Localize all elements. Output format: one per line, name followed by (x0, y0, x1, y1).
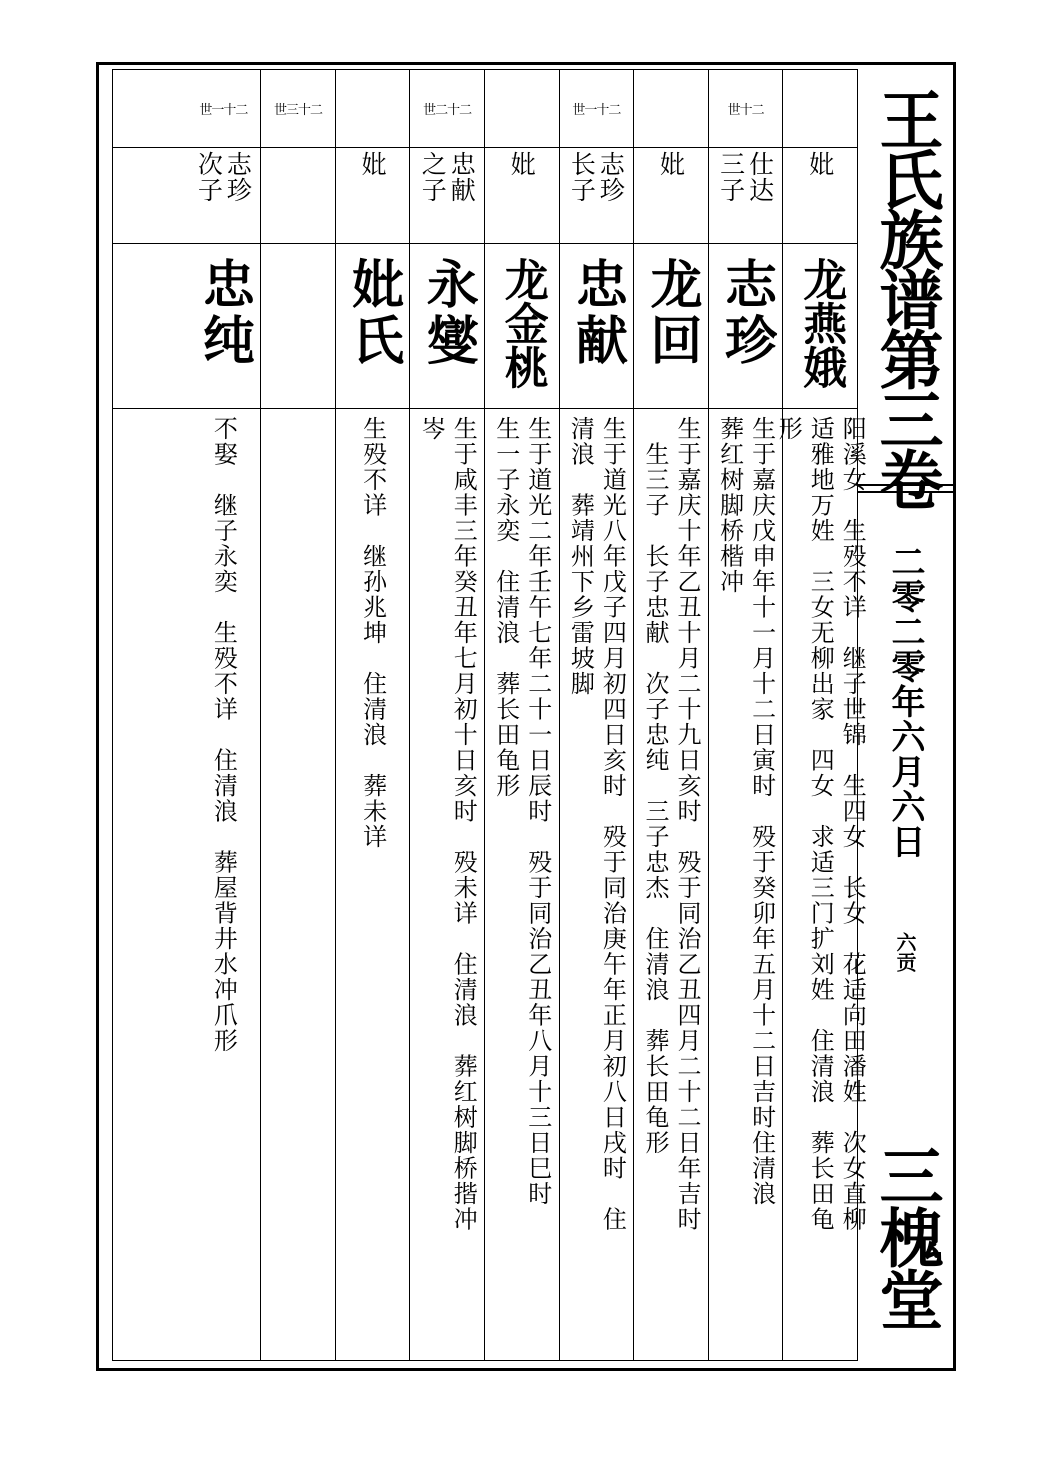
biography-line: 生于道光二年壬午七年二十一日辰时 殁于同治乙丑年八月十三日巳时 (523, 416, 552, 1207)
person-column (709, 69, 784, 1361)
generation-label (485, 69, 559, 147)
biography-line: 岑 (417, 416, 446, 442)
biography-line: 生于嘉庆戊申年十一月十二日寅时 殁于癸卯年五月十二日吉时住清浪 (747, 416, 776, 1207)
relation-text: 妣 (358, 151, 388, 177)
person-name: 志珍 (715, 257, 777, 369)
relation-text: 妣 (656, 151, 686, 177)
biography-line: 形 (774, 416, 803, 442)
biography-cell (634, 416, 708, 1346)
title-divider (858, 491, 953, 493)
biography-line: 生于嘉庆十年乙丑十月二十九日亥时 殁于同治乙丑四月二十二日年吉时 (672, 416, 701, 1232)
person-column (261, 69, 336, 1361)
person-name: 龙燕娥 (795, 257, 847, 389)
generation-label (783, 69, 857, 147)
relation-cell (485, 151, 559, 243)
person-name-cell (783, 257, 857, 405)
relation-text: 志珍 (596, 151, 626, 203)
relation-text: 次子 (194, 151, 224, 203)
compile-date: 二零二零年六月六日 (885, 544, 925, 859)
person-name-cell (485, 257, 559, 405)
biography-line: 生于道光八年戊子四月初四日亥时 殁于同治庚午年正月初八日戌时 住 (598, 416, 627, 1232)
relation-cell (560, 151, 634, 243)
biography-cell (560, 416, 634, 1346)
relation-cell (783, 151, 857, 243)
biography-line: 生一子永奕 住清浪 葬长田龟形 (491, 416, 520, 799)
book-title: 王氏族谱第三卷 (868, 87, 944, 507)
relation-cell (261, 151, 335, 243)
generation-label (336, 69, 410, 147)
person-column (634, 69, 709, 1361)
person-column (336, 69, 411, 1361)
biography-cell (774, 416, 867, 1346)
person-name-cell (410, 257, 484, 405)
biography-line: 清浪 葬靖州下乡雷坡脚 (566, 416, 595, 697)
relation-cell (336, 151, 410, 243)
relation-cell (709, 151, 783, 243)
biography-line: 生三子 长子忠献 次子忠纯 三子忠杰 住清浪 葬长田龟形 (640, 416, 669, 1156)
biography-cell (485, 416, 559, 1346)
person-column (485, 69, 560, 1361)
generation-label: 世二十二 (423, 102, 472, 118)
title-panel (858, 69, 953, 1361)
hall-name: 三槐堂 (868, 1143, 944, 1329)
person-name: 龙金桃 (496, 257, 548, 389)
generation-label: 世三十二 (273, 102, 322, 118)
biography-line: 葬红树脚桥楷冲 (715, 416, 744, 595)
person-column (187, 69, 262, 1361)
person-column (410, 69, 485, 1361)
relation-text: 志珍 (223, 151, 253, 203)
biography-line: 不娶 继子永奕 生殁不详 住清浪 葬屋背井水冲爪形 (209, 416, 238, 1054)
biography-cell (709, 416, 783, 1346)
person-name-cell (634, 257, 708, 405)
relation-cell (187, 151, 261, 243)
biography-line: 适雅地万姓 三女无柳出家 四女 求适三门扩刘姓 住清浪 葬长田龟 (806, 416, 835, 1232)
relation-cell (634, 151, 708, 243)
biography-cell (261, 416, 335, 1346)
relation-cell (410, 151, 484, 243)
relation-text: 妣 (805, 151, 835, 177)
person-name: 妣氏 (342, 257, 404, 369)
biography-cell (187, 416, 261, 1346)
person-name: 龙回 (640, 257, 702, 369)
biography-line: 生殁不详 继孙兆坤 住清浪 葬未详 (358, 416, 387, 850)
page-number: 六贡 (893, 932, 917, 972)
relation-text: 长子 (567, 151, 597, 203)
relation-text: 妣 (507, 151, 537, 177)
person-name-cell (709, 257, 783, 405)
title-divider (858, 484, 953, 486)
person-name-cell (187, 257, 261, 405)
person-column (774, 69, 867, 1361)
person-name: 忠纯 (193, 257, 255, 369)
relation-text: 三子 (716, 151, 746, 203)
generation-label: 世一十二 (572, 102, 621, 118)
biography-line: 阳溪女 生殁不详 继子世锦 生四女 长女 花适向田潘姓 次女直柳 (838, 416, 867, 1232)
relation-text: 忠献 (447, 151, 477, 203)
biography-line: 生于咸丰三年癸丑年七月初十日亥时 殁未详 住清浪 葬红树脚桥揩冲 (449, 416, 478, 1232)
person-name-cell (261, 257, 335, 405)
person-name: 忠献 (566, 257, 628, 369)
biography-cell (336, 416, 410, 1346)
biography-cell (410, 416, 484, 1346)
generation-label: 世一十二 (199, 102, 248, 118)
relation-text: 仕达 (745, 151, 775, 203)
person-column (560, 69, 635, 1361)
person-name-cell (336, 257, 410, 405)
relation-text: 之子 (418, 151, 448, 203)
generation-label (634, 69, 708, 147)
generation-label: 世十二 (727, 102, 764, 118)
person-name-cell (560, 257, 634, 405)
person-name: 永燮 (417, 257, 479, 369)
